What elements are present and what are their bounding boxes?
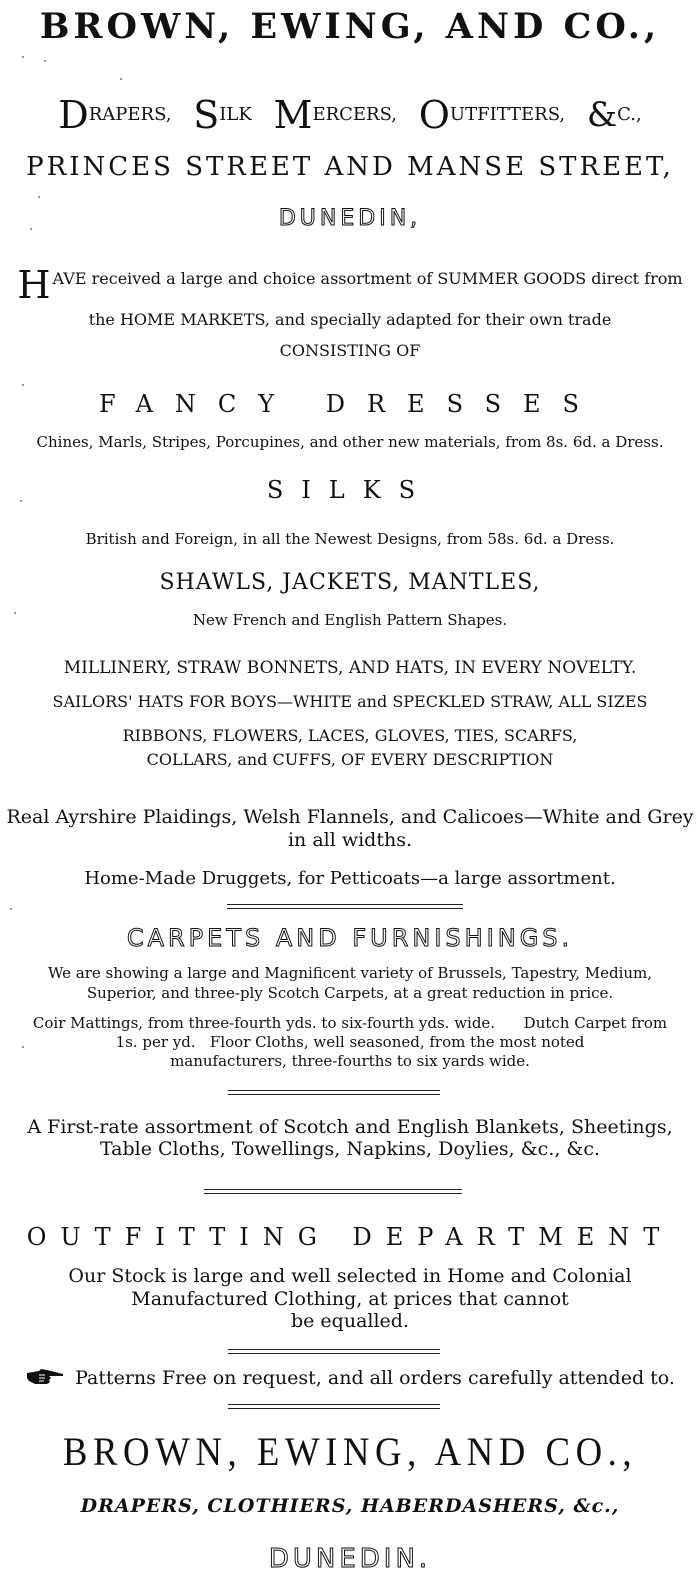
firm-title: BROWN, EWING, AND CO., — [39, 6, 661, 47]
silks-heading: SILKS — [266, 476, 434, 504]
millinery-line-4: COLLARS, and CUFFS, OF EVERY DESCRIPTION — [146, 750, 554, 769]
trade-outfitters: OUTFITTERS, — [418, 93, 566, 137]
scan-speck — [38, 196, 40, 198]
intro-line-1: HAVE received a large and choice assortment of SUMMER GOODS direct from — [17, 263, 683, 307]
intro-line-3: CONSISTING OF — [279, 341, 421, 360]
street-address: PRINCES STREET AND MANSE STREET, — [26, 152, 674, 182]
carpets-line-5: manufacturers, three-fourths to six yards wide. — [170, 1052, 530, 1070]
footer-city: DUNEDIN. — [268, 1544, 432, 1574]
trade-drapers: DRAPERS, — [58, 93, 172, 137]
outfitting-line-1: Our Stock is large and well selected in Home and Colonial — [68, 1265, 632, 1287]
plaidings-line-1: Real Ayrshire Plaidings, Welsh Flannels, and Calicoes—White and Grey — [6, 806, 694, 828]
millinery-line-2: SAILORS' HATS FOR BOYS—WHITE and SPECKLED STRAW, ALL SIZES — [52, 692, 648, 711]
fancy-dresses-heading: FANCY DRESSES — [99, 390, 601, 418]
dropcap: H — [17, 263, 51, 307]
millinery-line-1: MILLINERY, STRAW BONNETS, AND HATS, IN EVERY NOVELTY. — [63, 658, 637, 678]
city-header: DUNEDIN, — [278, 206, 422, 231]
outfitting-heading: OUTFITTING DEPARTMENT — [26, 1223, 674, 1251]
carpets-line-3: Coir Mattings, from three-fourth yds. to six-fourth yds. wide. Dutch Carpet from — [32, 1014, 668, 1032]
carpets-heading: CARPETS AND FURNISHINGS. — [126, 924, 574, 952]
scan-speck — [20, 500, 22, 502]
outfitting-line-2: Manufactured Clothing, at prices that cannot — [131, 1288, 569, 1310]
shawls-detail: New French and English Pattern Shapes. — [192, 611, 508, 629]
section-rule — [204, 1189, 462, 1194]
footer-title: BROWN, EWING, AND CO., — [62, 1429, 638, 1474]
footer-trades: DRAPERS, CLOTHIERS, HABERDASHERS, &c., — [80, 1495, 620, 1517]
section-rule — [227, 904, 463, 909]
carpets-line-2: Superior, and three-ply Scotch Carpets, at a great reduction in price. — [86, 984, 614, 1002]
carpets-line-4: 1s. per yd. Floor Cloths, well seasoned, from the most noted — [115, 1033, 585, 1051]
section-rule — [228, 1349, 440, 1354]
scan-speck — [22, 384, 24, 386]
silks-detail: British and Foreign, in all the Newest Designs, from 58s. 6d. a Dress. — [85, 530, 615, 548]
scan-speck — [44, 60, 46, 62]
scan-speck — [22, 1046, 24, 1048]
trade-etc: &C., — [586, 95, 642, 135]
druggets-line: Home-Made Druggets, for Petticoats—a large assortment. — [84, 868, 616, 889]
pointing-hand-icon — [25, 1367, 65, 1392]
carpets-line-1: We are showing a large and Magnificent variety of Brussels, Tapestry, Medium, — [47, 964, 653, 982]
scan-speck — [14, 612, 16, 614]
scan-speck — [30, 228, 32, 230]
blankets-line-1: A First-rate assortment of Scotch and English Blankets, Sheetings, — [27, 1116, 673, 1138]
trade-silk: SILK — [193, 93, 252, 137]
plaidings-line-2: in all widths. — [287, 829, 413, 851]
trades-line — [0, 93, 700, 137]
section-rule — [228, 1090, 440, 1095]
section-rule — [228, 1404, 440, 1409]
intro-line-2: the HOME MARKETS, and specially adapted for their own trade — [88, 310, 612, 329]
trade-mercers: MERCERS, — [273, 93, 398, 137]
scan-speck — [22, 56, 24, 58]
outfitting-line-3: be equalled. — [290, 1310, 410, 1332]
shawls-heading: SHAWLS, JACKETS, MANTLES, — [159, 570, 541, 595]
scan-speck — [120, 78, 122, 80]
millinery-line-3: RIBBONS, FLOWERS, LACES, GLOVES, TIES, SCARFS, — [122, 726, 578, 745]
fancy-dresses-detail: Chines, Marls, Stripes, Porcupines, and other new materials, from 8s. 6d. a Dress. — [36, 433, 664, 451]
scan-speck — [10, 908, 12, 910]
blankets-line-2: Table Cloths, Towellings, Napkins, Doylies, &c., &c. — [99, 1138, 601, 1160]
patterns-line: Patterns Free on request, and all orders carefully attended to. — [0, 1367, 700, 1392]
